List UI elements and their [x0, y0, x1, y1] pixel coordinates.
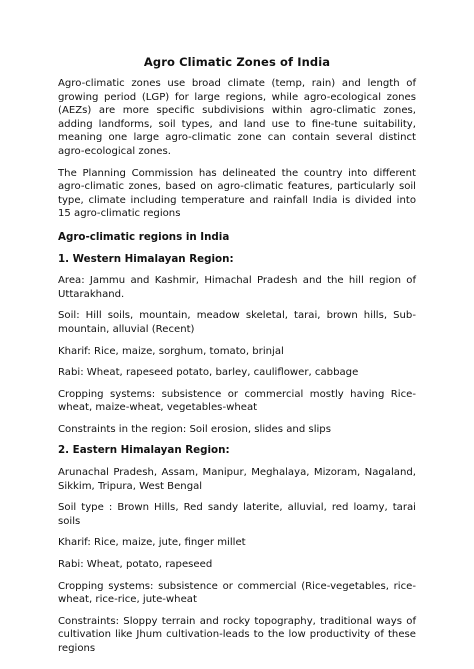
region-cropping-systems: Cropping systems: subsistence or commercial mostly having Rice-wheat, maize-wheat, vegetables-wheat: [58, 388, 416, 414]
region-area: Area: Jammu and Kashmir, Himachal Pradesh and the hill region of Uttarakhand.: [58, 275, 416, 300]
intro-paragraph: Agro-climatic zones use broad climate (temp, rain) and length of growing period (LGP) for large regions, while agro-ecological zones (AEZs) are more specific subdivisions within agro-climatic zones, adding landforms, soil types, and land use to fine-tune suitability, meaning one large agro-climatic zone can contain several distinct agro-ecological zones.: [58, 78, 416, 157]
region-soil: Soil: Hill soils, mountain, meadow skeletal, tarai, brown hills, Sub-mountain, alluvial (Recent): [58, 310, 416, 335]
region-rabi: Rabi: Wheat, potato, rapeseed: [58, 559, 213, 571]
section-heading: Agro-climatic regions in India: [58, 230, 230, 243]
region-cropping-systems: Cropping systems: subsistence or commercial (Rice-vegetables, rice-wheat, rice-rice, jute-wheat: [58, 580, 416, 606]
region-soil: Soil type : Brown Hills, Red sandy laterite, alluvial, red loamy, tarai soils: [58, 502, 416, 527]
document-title: Agro Climatic Zones of India: [143, 55, 331, 69]
region-kharif: Kharif: Rice, maize, jute, finger millet: [58, 537, 246, 549]
region-area: Arunachal Pradesh, Assam, Manipur, Meghalaya, Mizoram, Nagaland, Sikkim, Tripura, West Bengal: [58, 467, 416, 492]
region-rabi: Rabi: Wheat, rapeseed potato, barley, cauliflower, cabbage: [58, 367, 359, 379]
region-heading-western-himalayan: 1. Western Himalayan Region:: [58, 252, 234, 265]
intro-paragraph: The Planning Commission has delineated the country into different agro-climatic zones, based on agro-climatic features, particularly soil type, climate including temperature and rainfall India is divided into 15 agro-climatic regions: [58, 167, 416, 220]
region-constraints: Constraints: Sloppy terrain and rocky topography, traditional ways of cultivation like Jhum cultivation-leads to the low productivity of these regions: [58, 615, 416, 654]
region-constraints: Constraints in the region: Soil erosion, slides and slips: [58, 423, 331, 435]
region-heading-eastern-himalayan: 2. Eastern Himalayan Region:: [58, 444, 230, 457]
region-kharif: Kharif: Rice, maize, sorghum, tomato, brinjal: [58, 345, 284, 357]
